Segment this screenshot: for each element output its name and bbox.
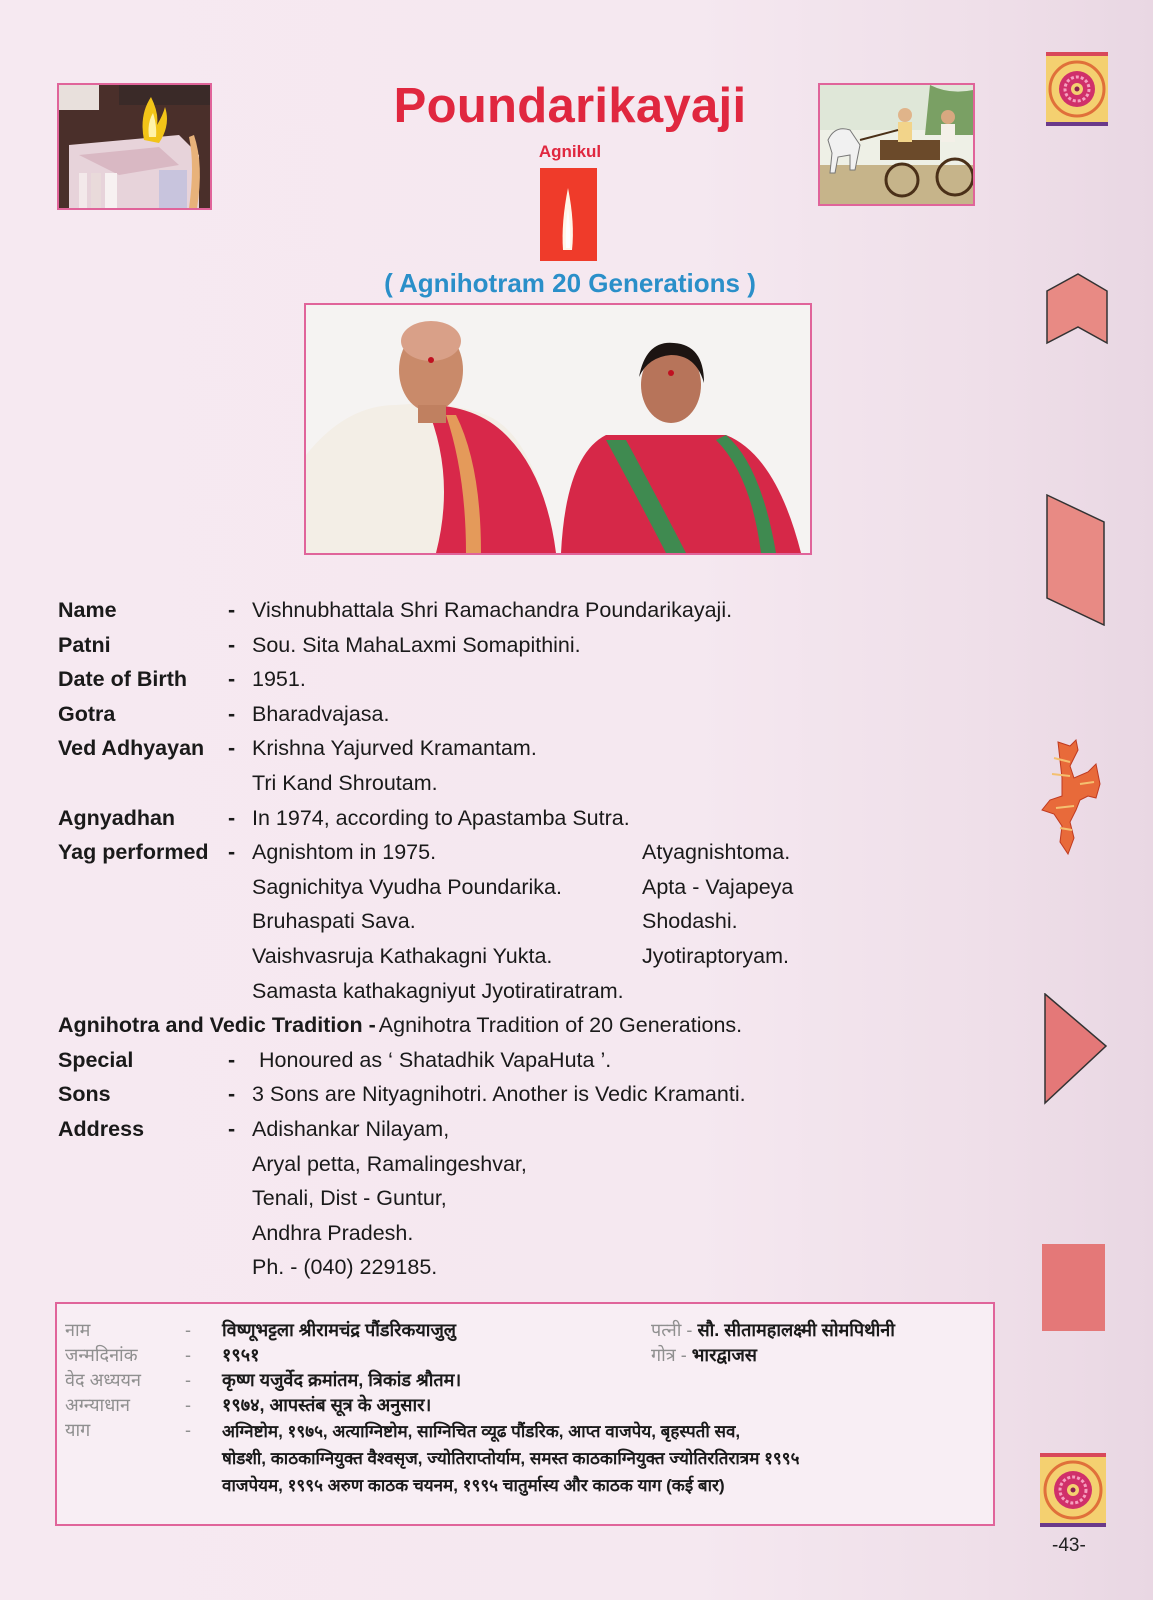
rosette-icon-bottom — [1040, 1453, 1106, 1527]
detail-dash: - — [228, 736, 236, 761]
hindi-dash: - — [185, 1370, 191, 1390]
hindi-dash: - — [185, 1320, 191, 1340]
page-title: Poundarikayaji — [393, 79, 747, 133]
hindi-label: नाम — [65, 1320, 91, 1340]
hindi-yag-line: वाजपेयम, १९९५ अरुण काठक चयनम, १९९५ चातुर्मास्य और काठक याग (कई बार) — [222, 1476, 725, 1495]
detail-value: Agnihotra Tradition of 20 Generations. — [378, 1013, 743, 1038]
detail-dash: - — [368, 1013, 376, 1038]
detail-label: Agnihotra and Vedic Tradition — [58, 1013, 363, 1038]
flame-icon — [540, 168, 597, 261]
hindi-label: याग — [65, 1420, 91, 1440]
detail-value: 3 Sons are Nityagnihotri. Another is Vedic Kramanti. — [252, 1082, 746, 1107]
hindi-row-janm — [65, 1343, 259, 1368]
hindi-row-agnyadhan — [65, 1393, 431, 1418]
detail-value-line: Krishna Yajurved Kramantam. — [252, 736, 537, 761]
hindi-value: १९७४, आपस्तंब सूत्र के अनुसार। — [222, 1395, 432, 1415]
hindi-value: भारद्वाजस — [691, 1345, 757, 1365]
detail-value: Vishnubhattala Shri Ramachandra Poundarikayaji. — [252, 598, 733, 622]
detail-row-address — [58, 1112, 972, 1285]
detail-label: Name — [58, 598, 117, 622]
hindi-dash: - — [185, 1420, 191, 1440]
hindi-label: जन्मदिनांक — [65, 1345, 138, 1365]
detail-label: Sons — [58, 1082, 111, 1107]
detail-dash: - — [228, 1116, 236, 1141]
yag-list — [252, 835, 972, 1008]
hindi-dash: - — [185, 1345, 191, 1365]
detail-row-dob — [58, 662, 972, 697]
yag-line — [252, 974, 972, 1009]
address-line: Aryal petta, Ramalingeshvar, — [252, 1151, 527, 1176]
hindi-label: वेद अध्ययन — [65, 1370, 141, 1390]
detail-dash: - — [228, 840, 236, 865]
page-number: -43- — [1052, 1535, 1086, 1556]
detail-dash: - — [228, 805, 236, 830]
hindi-dash: - — [686, 1320, 693, 1340]
detail-value: Bharadvajasa. — [252, 701, 390, 726]
detail-value: Sou. Sita MahaLaxmi Somapithini. — [252, 632, 581, 657]
hindi-label: पत्नी — [651, 1320, 682, 1340]
hindi-dash: - — [680, 1345, 687, 1365]
detail-label: Gotra — [58, 701, 116, 726]
triangle-shape-icon — [1044, 993, 1108, 1105]
detail-row-tradition — [58, 1008, 972, 1043]
hindi-row-naam — [65, 1318, 456, 1343]
detail-row-gotra — [58, 697, 972, 732]
address-line: Andhra Pradesh. — [252, 1220, 414, 1245]
detail-row-special — [58, 1043, 972, 1078]
hindi-yag-line: अग्निष्टोम, १९७५, अत्याग्निष्टोम, साग्निचित व्यूढ पौंडरिक, आप्त वाजपेय, बृहस्पती सव, — [222, 1422, 741, 1441]
hindi-row-yag — [65, 1418, 799, 1499]
yag-item: Apta - Vajapeya — [642, 874, 794, 899]
address-line: Tenali, Dist - Guntur, — [252, 1186, 447, 1211]
hindi-row-patni — [651, 1318, 895, 1343]
detail-value: 1951. — [252, 667, 306, 692]
detail-row-yag — [58, 835, 972, 1008]
phone-number: Ph. - (040) 229185. — [252, 1255, 438, 1280]
yag-item: Bruhaspati Sava. — [252, 909, 416, 934]
page-subtitle: Agnikul — [538, 142, 602, 161]
detail-row-patni — [58, 628, 972, 663]
detail-dash: - — [228, 632, 236, 657]
detail-dash: - — [228, 701, 236, 726]
yag-item: Atyagnishtoma. — [642, 840, 791, 865]
detail-value: In 1974, according to Apastamba Sutra. — [252, 805, 630, 830]
yag-item: Jyotiraptoryam. — [642, 943, 789, 968]
detail-label: Patni — [58, 632, 111, 657]
detail-value: Honoured as ‘ Shatadhik VapaHuta ’. — [259, 1047, 612, 1072]
hindi-value: १९५१ — [222, 1345, 260, 1365]
hindi-value: कृष्ण यजुर्वेद क्रमांतम, त्रिकांड श्रौतम। — [222, 1370, 462, 1390]
detail-label: Date of Birth — [58, 667, 187, 692]
detail-dash: - — [228, 598, 236, 622]
detail-label: Yag performed — [58, 840, 209, 865]
detail-label: Special — [58, 1047, 134, 1072]
hindi-value: सौ. सीतामहालक्ष्मी सोमपिथीनी — [697, 1320, 895, 1340]
parallelogram-shape-icon — [1046, 494, 1106, 626]
hindi-label: अग्न्याधान — [65, 1395, 130, 1415]
chevron-shape-icon — [1046, 273, 1108, 345]
yag-line — [252, 870, 972, 905]
yag-line — [252, 939, 972, 974]
hindi-yag-lines — [222, 1418, 799, 1499]
detail-dash: - — [228, 667, 236, 692]
generations-heading: ( Agnihotram 20 Generations ) — [384, 268, 756, 298]
detail-dash: - — [228, 1082, 236, 1107]
yag-item: Vaishvasruja Kathakagni Yukta. — [252, 943, 553, 968]
detail-row-ved — [58, 731, 972, 800]
detail-row-name — [58, 593, 972, 628]
detail-label: Agnyadhan — [58, 805, 176, 830]
detail-label: Address — [58, 1116, 145, 1141]
hindi-dash: - — [185, 1395, 191, 1415]
hindi-row-ved — [65, 1368, 461, 1393]
hindi-summary-box — [55, 1302, 995, 1526]
yag-line — [252, 904, 972, 939]
rosette-icon-top — [1046, 52, 1108, 126]
eagle-icon — [1040, 738, 1112, 856]
yag-item: Shodashi. — [642, 909, 738, 934]
hindi-label: गोत्र — [651, 1345, 676, 1365]
yag-item: Sagnichitya Vyudha Poundarika. — [252, 874, 562, 899]
detail-dash: - — [228, 1047, 236, 1072]
yag-line — [252, 835, 972, 870]
yag-item: Agnishtom in 1975. — [252, 840, 437, 865]
details-section — [58, 593, 972, 1285]
detail-row-agnyadhan — [58, 801, 972, 836]
address-lines — [252, 1112, 527, 1285]
detail-value — [252, 731, 537, 800]
hindi-row-gotra — [651, 1343, 757, 1368]
hindi-yag-line: षोडशी, काठकाग्नियुक्त वैश्वसृज, ज्योतिराप्तोर्याम, समस्त काठकाग्नियुक्त ज्योतिरतिरात्रम १९९५ — [222, 1449, 800, 1468]
square-shape-icon — [1042, 1244, 1105, 1331]
couple-photo — [304, 303, 812, 555]
detail-label: Ved Adhyayan — [58, 736, 205, 761]
detail-value-line: Tri Kand Shroutam. — [252, 770, 438, 795]
detail-row-sons — [58, 1077, 972, 1112]
hindi-value: विष्णूभट्टला श्रीरामचंद्र पौंडरिकयाजुलु — [222, 1320, 457, 1340]
yag-item: Samasta kathakagniyut Jyotiratiratram. — [252, 978, 624, 1003]
address-line: Adishankar Nilayam, — [252, 1116, 450, 1141]
